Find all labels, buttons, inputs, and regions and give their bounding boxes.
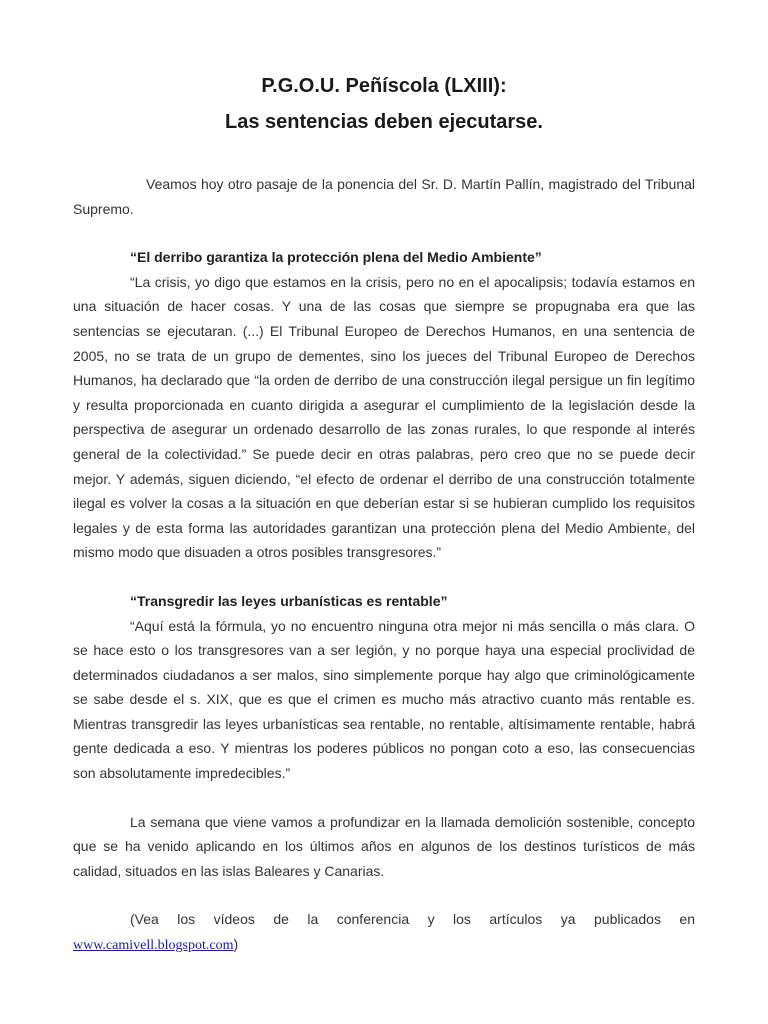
section-heading-transgredir: “Transgredir las leyes urbanísticas es rentable”: [130, 592, 448, 609]
see-also-close-paren: ): [233, 936, 239, 953]
see-also-text: (Vea los vídeos de la conferencia y los artículos ya publicados en: [130, 911, 695, 928]
see-also-note: [73, 907, 695, 958]
document-title: P.G.O.U. Peñíscola (LXIII):: [261, 75, 507, 97]
section-body-transgredir: “Aquí está la fórmula, yo no encuentro ninguna otra mejor ni más sencilla o más clara. O se hace esto o los transgresores van a ser legión, y no porque haya una especial proclividad de determinados ciudadanos a ser malos, sino simplemente porque hay algo que criminológicamente se sabe desde el s. XIX, que es que el crimen es mucho más atractivo cuanto más rentable es. Mientras transgredir las leyes urbanísticas sea rentable, no rentable, altísimamente rentable, habrá gente dedicada a eso. Y mientras los poderes públicos no pongan coto a eso, las consecuencias son absolutamente impredecibles.”: [73, 617, 695, 782]
section-body-derribo: “La crisis, yo digo que estamos en la crisis, pero no en el apocalipsis; todavía estamos en una situación de hacer cosas. Y una de las cosas que siempre se propugnaba era que las sentencias se ejecutaran. (...) El Tribunal Europeo de Derechos Humanos, en una sentencia de 2005, no se trata de un grupo de dementes, sino los jueces del Tribunal Europeo de Derechos Humanos, ha declarado que “la orden de derribo de una construcción ilegal persigue un fin legítimo y resulta proporcionada en cuanto dirigida a asegurar el cumplimiento de la legislación desde la perspectiva de asegurar un ordenado desarrollo de las zonas rurales, lo que responde al interés general de la colectividad.” Se puede decir en otras palabras, pero creo que no se puede decir mejor. Y además, siguen diciendo, “el efecto de ordenar el derribo de una construcción totalmente ilegal es volver la cosas a la situación en que deberían estar si se hubieran cumplido los requisitos legales y de esta forma las autoridades garantizan una protección plena del Medio Ambiente, del mismo modo que disuaden a otros posibles transgresores.”: [73, 273, 695, 561]
document-subtitle: Las sentencias deben ejecutarse.: [225, 111, 543, 133]
closing-paragraph: La semana que viene vamos a profundizar en la llamada demolición sostenible, concepto que se ha venido aplicando en los últimos años en algunos de los destinos turísticos de más calidad, situados en las islas Baleares y Canarias.: [73, 813, 695, 879]
section-heading-derribo: “El derribo garantiza la protección plena del Medio Ambiente”: [130, 249, 542, 266]
see-also-link-line: [73, 932, 695, 959]
intro-paragraph: Veamos hoy otro pasaje de la ponencia del Sr. D. Martín Pallín, magistrado del Tribunal Supremo.: [73, 176, 695, 217]
blog-link[interactable]: www.camivell.blogspot.com: [73, 938, 234, 954]
